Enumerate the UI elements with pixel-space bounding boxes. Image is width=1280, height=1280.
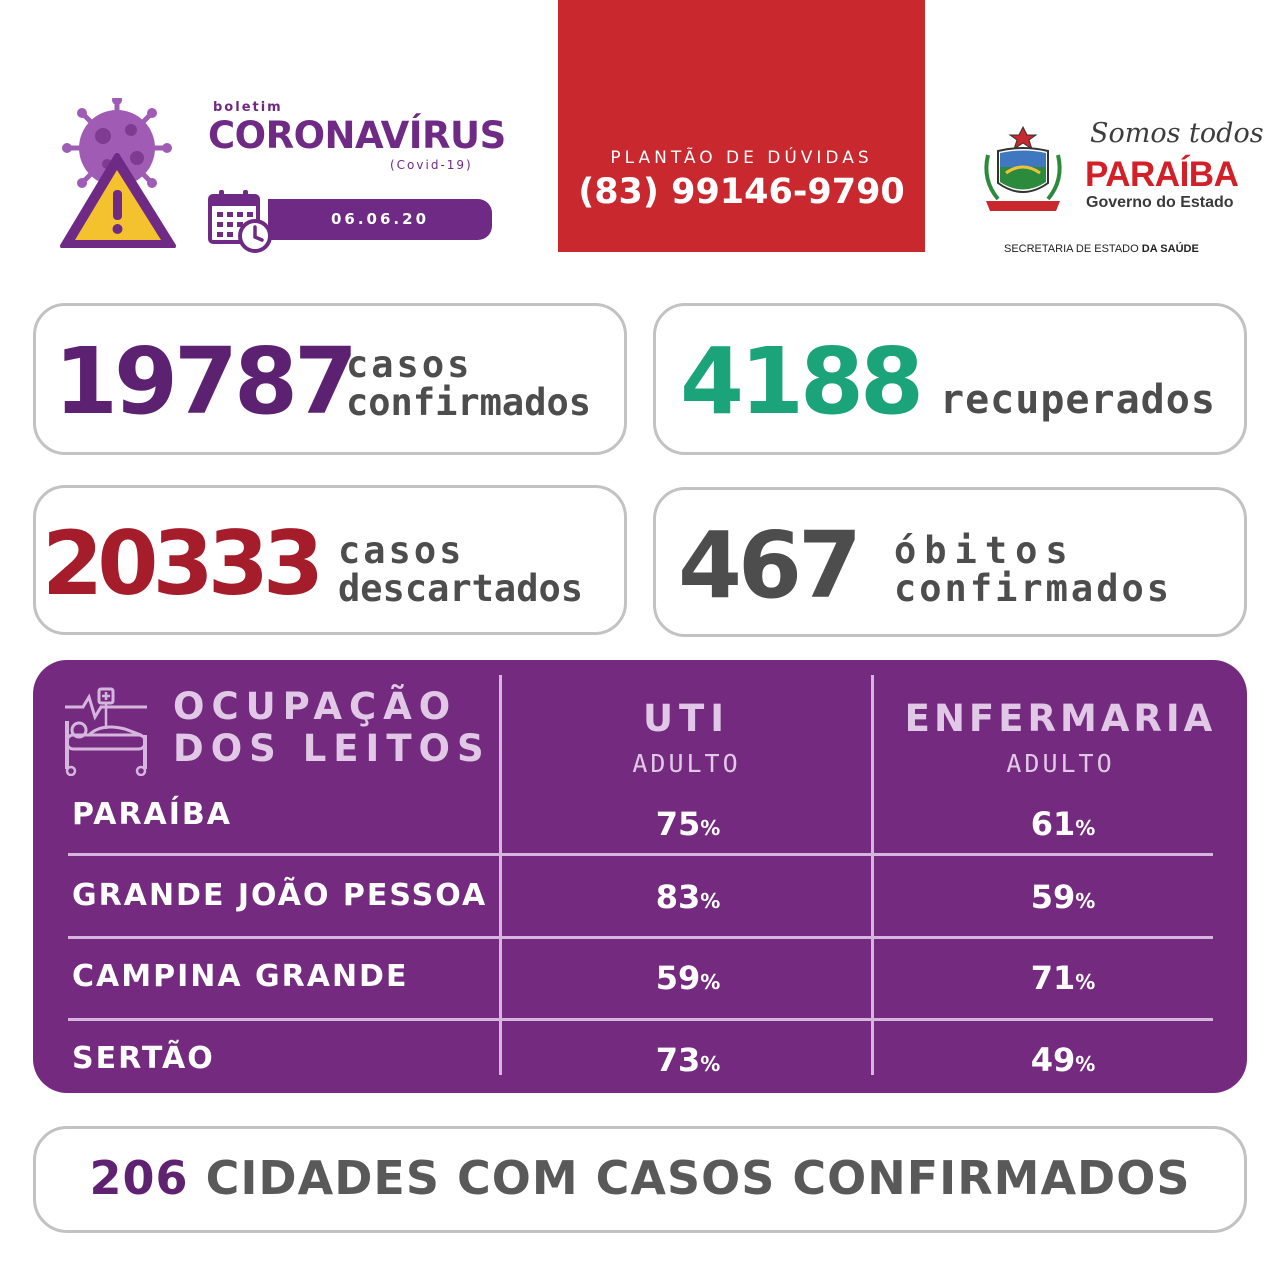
beds-title-2: DOS LEITOS (173, 727, 491, 770)
confirmed-value: 19787 (54, 328, 355, 435)
calendar-clock-icon (207, 188, 273, 254)
discarded-label-1: casos (338, 529, 465, 572)
bulletin-title: CORONAVÍRUS (208, 114, 506, 157)
uti-value: 75% (655, 805, 721, 843)
enf-value: 61% (1030, 805, 1096, 843)
stat-card-deaths (653, 487, 1247, 637)
boletim-label: boletim (213, 100, 283, 115)
bulletin-subtitle: (Covid-19) (390, 158, 473, 172)
virus-warning-icon (55, 98, 185, 248)
col-uti-title: UTI (642, 697, 731, 740)
discarded-label-2: descartados (338, 567, 584, 610)
cities-label: CIDADES COM CASOS CONFIRMADOS (205, 1151, 1191, 1205)
cities-summary (36, 1151, 1244, 1205)
warning-icon (63, 156, 173, 246)
uti-value: 83% (655, 878, 721, 916)
deaths-label-2: confirmados (894, 567, 1173, 610)
enf-value: 49% (1030, 1041, 1096, 1079)
enf-value: 71% (1030, 959, 1096, 997)
cities-footer (33, 1126, 1247, 1233)
region-label: PARAÍBA (72, 797, 233, 832)
beds-title-1: OCUPAÇÃO (173, 685, 458, 728)
recovered-label: recuperados (940, 377, 1216, 423)
hotline-box (558, 0, 925, 252)
stat-card-discarded (33, 485, 627, 635)
bed-occupancy-panel (33, 660, 1247, 1093)
region-label: GRANDE JOÃO PESSOA (72, 878, 488, 913)
bulletin-date: 06.06.20 (268, 199, 492, 240)
col-enf-sub: ADULTO (1006, 749, 1115, 778)
confirmed-label-2: confirmados (346, 381, 592, 424)
cities-count: 206 (89, 1151, 189, 1205)
recovered-value: 4188 (680, 328, 921, 435)
uti-value: 73% (655, 1041, 721, 1079)
hotline-phone: (83) 99146-9790 (578, 172, 905, 212)
row-divider (68, 1018, 1213, 1021)
hospital-bed-icon (61, 684, 151, 776)
logo-governo: Governo do Estado (1086, 194, 1234, 211)
enf-value: 59% (1030, 878, 1096, 916)
col-enf-title: ENFERMARIA (904, 697, 1217, 740)
logo-paraiba: PARAÍBA (1085, 155, 1239, 194)
uti-value: 59% (655, 959, 721, 997)
logo-tagline: Somos todos (1090, 118, 1264, 149)
stat-card-recovered (653, 303, 1247, 455)
deaths-label-1: óbitos (894, 529, 1076, 572)
region-label: CAMPINA GRANDE (72, 959, 409, 994)
discarded-value: 20333 (42, 512, 319, 615)
secretaria-label: SECRETARIA DE ESTADO DA SAÚDE (1004, 243, 1199, 255)
coat-of-arms-icon (978, 125, 1068, 217)
stat-card-confirmed (33, 303, 627, 455)
hotline-label: PLANTÃO DE DÚVIDAS (610, 148, 873, 168)
confirmed-label-1: casos (346, 343, 473, 386)
region-label: SERTÃO (72, 1041, 215, 1076)
deaths-value: 467 (678, 512, 859, 619)
col-uti-sub: ADULTO (632, 749, 741, 778)
row-divider (68, 936, 1213, 939)
row-divider (68, 853, 1213, 856)
